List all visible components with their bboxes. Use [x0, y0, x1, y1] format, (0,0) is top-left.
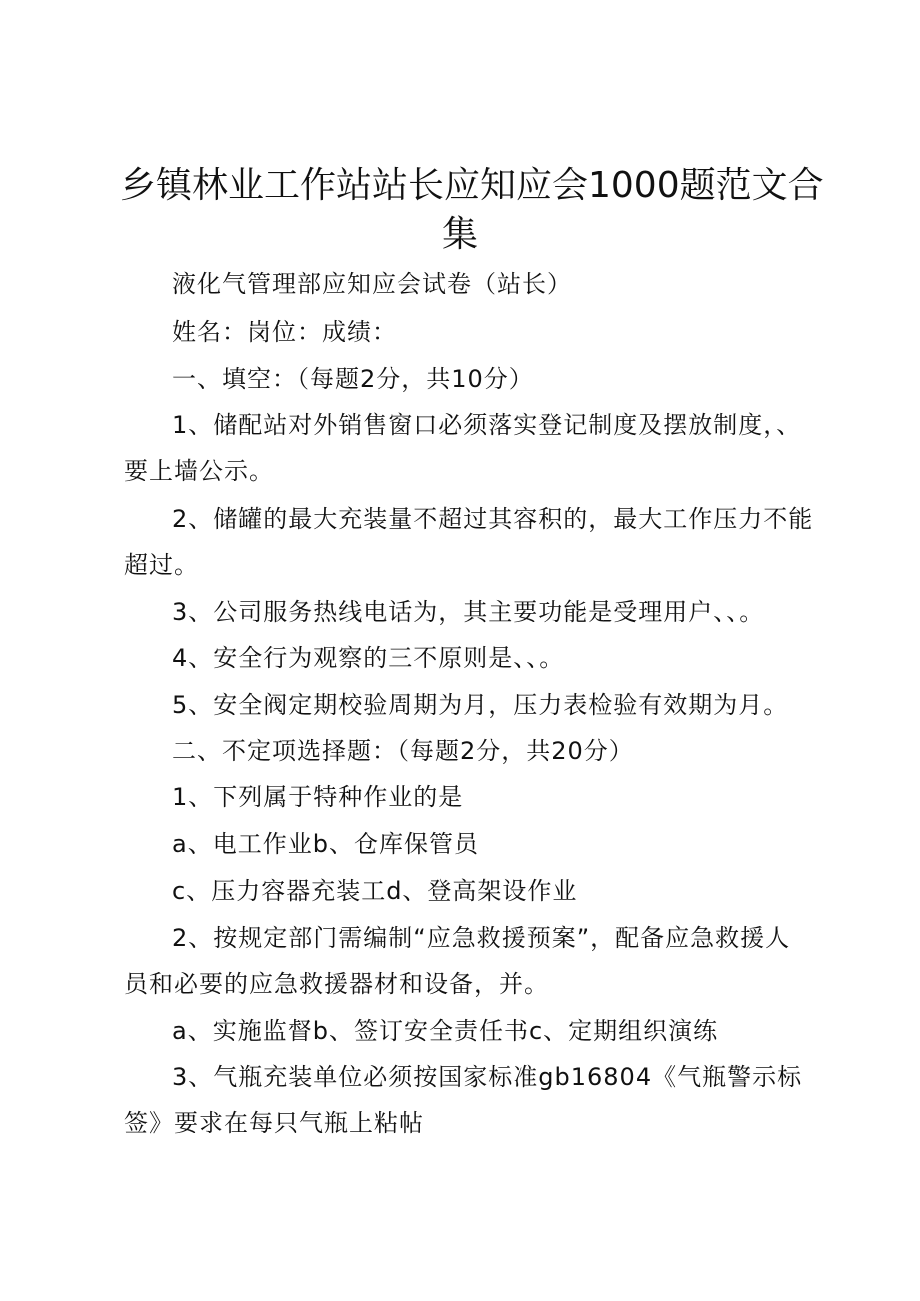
choice-question-1-options-cd: c、压力容器充装工d、登高架设作业	[172, 877, 578, 905]
question-1-line-1: 1、储配站对外销售窗口必须落实登记制度及摆放制度，、	[172, 411, 802, 439]
choice-question-3-line-2: 签》要求在每只气瓶上粘帖	[124, 1109, 424, 1137]
choice-question-3-line-1: 3、气瓶充装单位必须按国家标准gb16804《气瓶警示标	[172, 1063, 803, 1091]
subtitle-exam-name: 液化气管理部应知应会试卷（站长）	[172, 270, 572, 298]
question-4: 4、安全行为观察的三不原则是、、。	[172, 644, 565, 672]
section-heading-fill-in: 一、填空：（每题2分，共10分）	[172, 365, 534, 393]
choice-question-1: 1、下列属于特种作业的是	[172, 783, 464, 811]
question-1-line-2: 要上墙公示。	[124, 457, 274, 485]
question-2-line-2: 超过。	[124, 551, 199, 579]
document-title-line-2: 集	[441, 214, 478, 255]
choice-question-1-options-ab: a、电工作业b、仓库保管员	[172, 830, 479, 858]
question-3: 3、公司服务热线电话为，其主要功能是受理用户、、。	[172, 598, 765, 626]
choice-question-2-line-2: 员和必要的应急救援器材和设备，并。	[124, 970, 549, 998]
section-heading-multiple-choice: 二、不定项选择题：（每题2分，共20分）	[172, 737, 634, 765]
choice-question-2-line-1: 2、按规定部门需编制“应急救援预案”，配备应急救援人	[172, 924, 791, 952]
question-5: 5、安全阀定期校验周期为月，压力表检验有效期为月。	[172, 691, 789, 719]
choice-question-2-options: a、实施监督b、签订安全责任书c、定期组织演练	[172, 1017, 719, 1045]
document-title-line-1: 乡镇林业工作站站长应知应会1000题范文合	[120, 165, 824, 206]
question-2-line-1: 2、储罐的最大充装量不超过其容积的，最大工作压力不能	[172, 505, 814, 533]
exam-header-fields: 姓名：岗位：成绩：	[172, 318, 397, 346]
